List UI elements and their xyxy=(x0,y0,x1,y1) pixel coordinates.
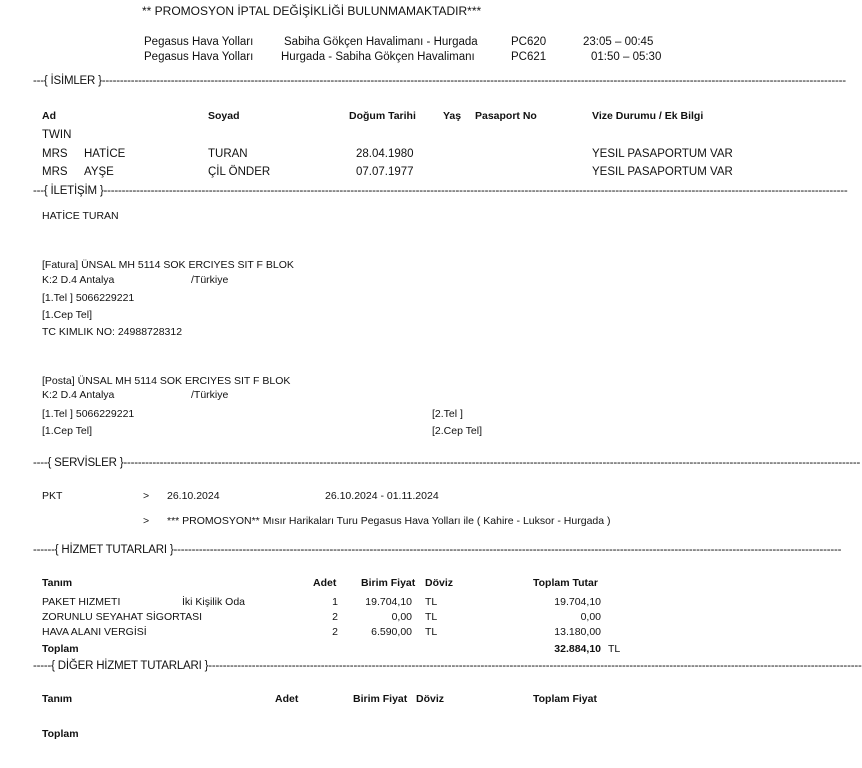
fee-birim: 6.590,00 xyxy=(371,626,412,638)
fees-header-birim: Birim Fiyat xyxy=(361,577,416,589)
fees-header-doviz: Döviz xyxy=(425,577,454,589)
fee-doviz: TL xyxy=(425,596,438,608)
fees-section-title: ------{ HİZMET TUTARLARI }---------------------------------------------------------------------------------------------------------------------------------------------------------------------------------------- xyxy=(33,544,842,556)
person-title: MRS xyxy=(42,166,68,178)
person-visa: YESIL PASAPORTUM VAR xyxy=(592,166,733,178)
service-date-range: 26.10.2024 - 01.11.2024 xyxy=(325,490,439,502)
service-arrow: > xyxy=(143,515,150,527)
services-section-title: ----{ SERVİSLER }----------------------------------------------------------------------------------------------------------------------------------------------------------------------------------------------------------- xyxy=(33,457,861,469)
service-date: 26.10.2024 xyxy=(167,490,220,502)
fee-tanim: HAVA ALANI VERGİSİ xyxy=(42,626,147,638)
header-pasaport: Pasaport No xyxy=(475,110,537,122)
person-surname: TURAN xyxy=(208,148,248,160)
promo-notice: ** PROMOSYON İPTAL DEĞİŞİKLİĞİ BULUNMAMAKTADIR*** xyxy=(142,4,482,18)
postal-cep: [1.Cep Tel] xyxy=(42,425,93,437)
billing-tel: [1.Tel ] 5066229221 xyxy=(42,292,135,304)
fee-doviz: TL xyxy=(425,626,438,638)
fee-tanim: PAKET HIZMETI xyxy=(42,596,121,608)
person-visa: YESIL PASAPORTUM VAR xyxy=(592,148,733,160)
person-surname: ÇİL ÖNDER xyxy=(208,166,271,178)
fee-toplam: 19.704,10 xyxy=(554,596,601,608)
service-arrow: > xyxy=(143,490,150,502)
fee-birim: 0,00 xyxy=(391,611,412,623)
billing-address-line1: [Fatura] ÜNSAL MH 5114 SOK ERCIYES SIT F BLOK xyxy=(42,259,294,271)
person-dob: 28.04.1980 xyxy=(356,148,414,160)
fee-toplam: 0,00 xyxy=(580,611,601,623)
billing-cep: [1.Cep Tel] xyxy=(42,309,93,321)
flight-time: 23:05 – 00:45 xyxy=(583,36,654,48)
person-title: MRS xyxy=(42,148,68,160)
other-fees-section-title: -----{ DİĞER HİZMET TUTARLARI }------------------------------------------------------------------------------------------------------------------------------------------------------------------------------------ xyxy=(33,660,862,672)
fee-adet: 2 xyxy=(332,611,338,623)
contact-name: HATİCE TURAN xyxy=(42,210,119,222)
postal-tel2: [2.Tel ] xyxy=(432,408,463,420)
other-total-label: Toplam xyxy=(42,728,79,740)
postal-country: /Türkiye xyxy=(191,389,229,401)
header-dogum-tarihi: Doğum Tarihi xyxy=(349,110,416,122)
other-header-birim: Birim Fiyat xyxy=(353,693,408,705)
fees-total-currency: TL xyxy=(608,643,621,655)
fee-adet: 2 xyxy=(332,626,338,638)
service-description: *** PROMOSYON** Mısır Harikaları Turu Pegasus Hava Yolları ile ( Kahire - Luksor - Hurgada ) xyxy=(167,515,611,527)
fees-total-value: 32.884,10 xyxy=(554,643,601,655)
person-name: HATİCE xyxy=(84,148,126,160)
fees-header-toplam: Toplam Tutar xyxy=(533,577,598,589)
service-type: PKT xyxy=(42,490,63,502)
fees-header-adet: Adet xyxy=(313,577,337,589)
fee-tanim: ZORUNLU SEYAHAT SİGORTASI xyxy=(42,611,203,623)
flight-code: PC621 xyxy=(511,51,547,63)
fee-doviz: TL xyxy=(425,611,438,623)
fee-adet: 1 xyxy=(332,596,338,608)
person-name: AYŞE xyxy=(84,166,114,178)
names-section-title: ---{ İSİMLER }------------------------------------------------------------------------------------------------------------------------------------------------------------------------------------------------------------- xyxy=(33,75,846,87)
flight-code: PC620 xyxy=(511,36,547,48)
tc-kimlik-no: TC KIMLIK NO: 24988728312 xyxy=(42,326,183,338)
other-header-tanim: Tanım xyxy=(42,693,73,705)
header-vize: Vize Durumu / Ek Bilgi xyxy=(592,110,704,122)
header-soyad: Soyad xyxy=(208,110,240,122)
postal-tel: [1.Tel ] 5066229221 xyxy=(42,408,135,420)
flight-time: 01:50 – 05:30 xyxy=(591,51,662,63)
fees-header-tanim: Tanım xyxy=(42,577,73,589)
fee-birim: 19.704,10 xyxy=(365,596,412,608)
other-header-doviz: Döviz xyxy=(416,693,445,705)
flight-route: Hurgada - Sabiha Gökçen Havalimanı xyxy=(281,51,475,63)
header-yas: Yaş xyxy=(443,110,462,122)
fee-note: İki Kişilik Oda xyxy=(182,596,246,608)
billing-country: /Türkiye xyxy=(191,274,229,286)
room-type: TWIN xyxy=(42,129,72,141)
postal-address-line1: [Posta] ÜNSAL MH 5114 SOK ERCIYES SIT F BLOK xyxy=(42,375,291,387)
other-header-adet: Adet xyxy=(275,693,299,705)
fees-total-label: Toplam xyxy=(42,643,79,655)
fee-toplam: 13.180,00 xyxy=(554,626,601,638)
other-header-toplam: Toplam Fiyat xyxy=(533,693,597,705)
flight-airline: Pegasus Hava Yolları xyxy=(144,36,254,48)
postal-address-line2: K:2 D.4 Antalya xyxy=(42,389,115,401)
flight-route: Sabiha Gökçen Havalimanı - Hurgada xyxy=(284,36,478,48)
contact-section-title: ---{ İLETİŞİM }------------------------------------------------------------------------------------------------------------------------------------------------------------------------------------------------------------- xyxy=(33,185,848,197)
billing-address-line2: K:2 D.4 Antalya xyxy=(42,274,115,286)
postal-cep2: [2.Cep Tel] xyxy=(432,425,483,437)
header-ad: Ad xyxy=(42,110,56,122)
person-dob: 07.07.1977 xyxy=(356,166,414,178)
flight-airline: Pegasus Hava Yolları xyxy=(144,51,254,63)
